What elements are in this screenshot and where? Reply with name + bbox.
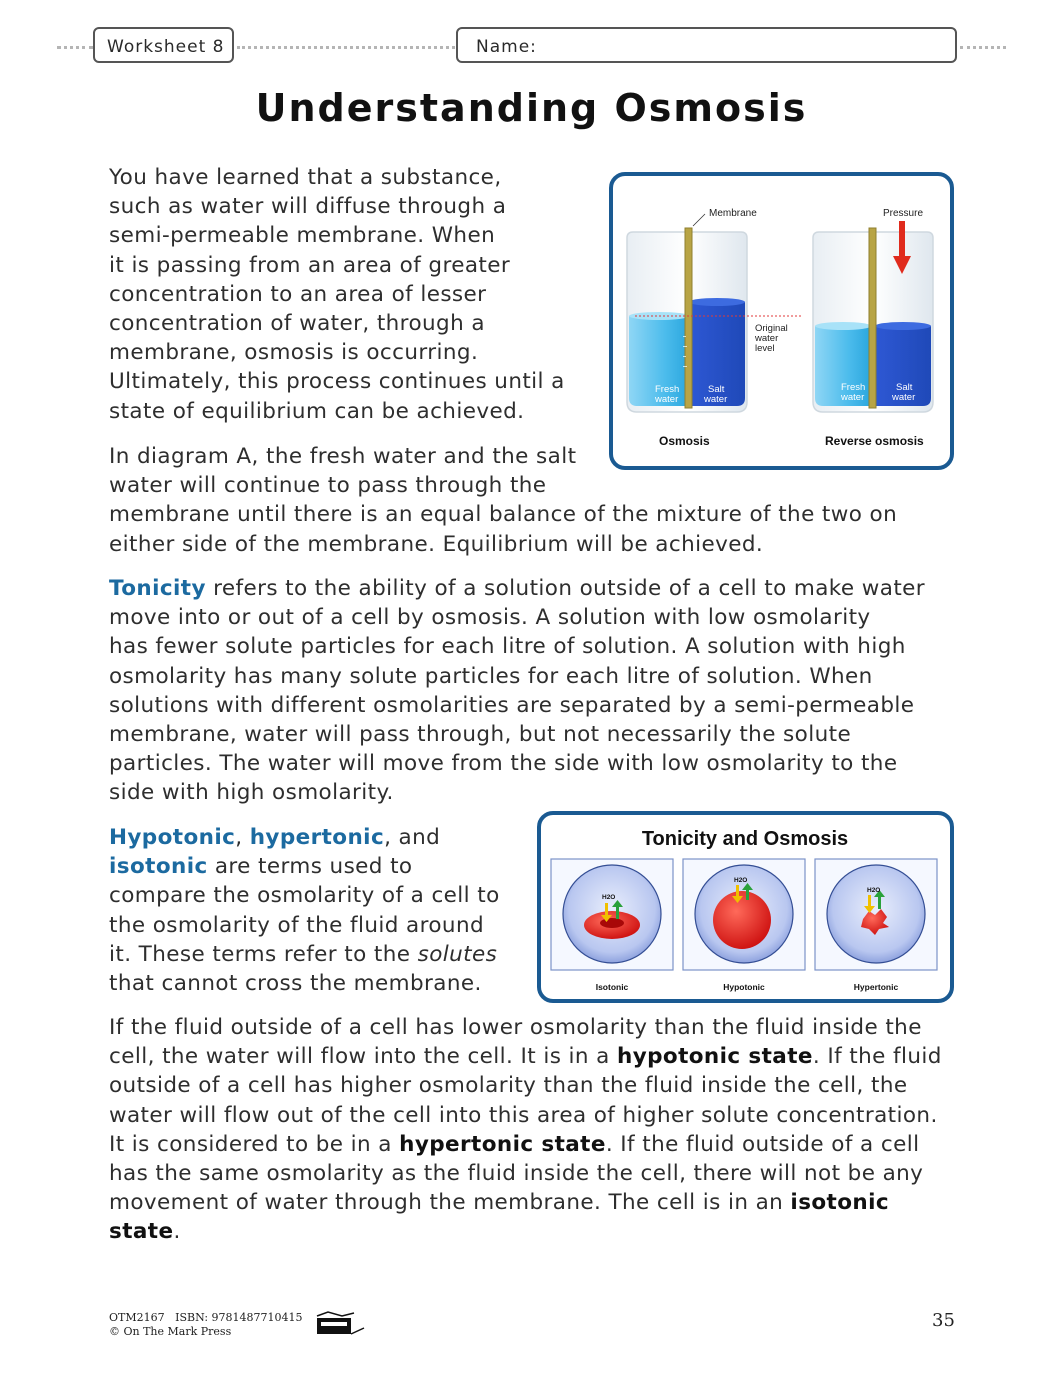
term-hypertonic: hypertonic bbox=[249, 825, 385, 850]
terms-paragraph bbox=[109, 823, 500, 998]
h2o-label: H2O bbox=[734, 877, 748, 884]
tonicity-paragraph bbox=[109, 574, 925, 808]
text-line: Ultimately, this process continues until a bbox=[109, 369, 565, 395]
text-fragment: it. These terms refer to the bbox=[109, 941, 418, 967]
fresh-water-label: Fresh bbox=[841, 382, 866, 393]
text-line: In diagram A, the fresh water and the salt bbox=[109, 444, 577, 469]
original-level-label: Original bbox=[755, 323, 788, 334]
text-line: If the fluid outside of a cell has lower osmolarity than the fluid inside the bbox=[109, 1015, 922, 1040]
fresh-water-label: water bbox=[655, 394, 679, 405]
hypertonic-panel bbox=[815, 859, 937, 970]
text-fragment: , and bbox=[384, 825, 441, 850]
text-line: has the same osmolarity as the fluid inside the cell, there will not be any bbox=[109, 1161, 924, 1187]
h2o-label: H2O bbox=[867, 887, 881, 894]
text-line: it is passing from an area of greater bbox=[109, 252, 511, 278]
text-line: concentration of water, through a bbox=[109, 311, 485, 337]
tonicity-figure-title: Tonicity and Osmosis bbox=[641, 828, 849, 850]
text-line: either side of the membrane. Equilibrium will be achieved. bbox=[109, 531, 764, 557]
term-hypotonic: Hypotonic bbox=[109, 825, 236, 850]
text-line: particles. The water will move from the side with low osmolarity to the bbox=[109, 751, 898, 777]
page-number: 35 bbox=[932, 1310, 955, 1331]
final-paragraph bbox=[109, 1013, 942, 1247]
bold-hypertonic-state: hypertonic state bbox=[399, 1131, 606, 1157]
copyright: © On The Mark Press bbox=[109, 1325, 232, 1338]
reverse-osmosis-caption: Reverse osmosis bbox=[825, 434, 924, 448]
text-line: the osmolarity of the fluid around bbox=[109, 912, 485, 938]
text-line: concentration to an area of lesser bbox=[109, 281, 487, 307]
text-line: outside of a cell has higher osmolarity than the fluid inside the cell, the bbox=[109, 1073, 908, 1099]
osmosis-caption: Osmosis bbox=[659, 434, 710, 448]
fresh-water-label: Fresh bbox=[655, 384, 680, 395]
text-line bbox=[109, 940, 500, 969]
isbn: ISBN: 9781487710415 bbox=[175, 1311, 303, 1324]
text-line bbox=[109, 574, 925, 603]
text-line bbox=[109, 1130, 942, 1159]
footer-line bbox=[109, 1311, 303, 1325]
emphasis-solutes: solutes bbox=[417, 941, 498, 967]
hypertonic-label: Hypertonic bbox=[853, 982, 899, 992]
text-line: water will continue to pass through the bbox=[109, 473, 547, 499]
text-line: membrane, water will pass through, but not necessarily the solute bbox=[109, 722, 852, 748]
intro-paragraph bbox=[109, 163, 565, 426]
text-line: You have learned that a substance, bbox=[109, 165, 502, 190]
publisher-logo-icon bbox=[314, 1310, 366, 1336]
header-dots-left bbox=[57, 46, 93, 49]
original-level-label: level bbox=[755, 343, 775, 354]
text-fragment: It is considered to be in a bbox=[109, 1131, 400, 1157]
text-line: that cannot cross the membrane. bbox=[109, 971, 482, 997]
text-line bbox=[109, 1188, 942, 1217]
product-code: OTM2167 bbox=[109, 1311, 165, 1324]
text-line: has fewer solute particles for each litre of solution. A solution with high bbox=[109, 634, 906, 660]
text-fragment: . If the fluid bbox=[812, 1044, 942, 1070]
term-isotonic: isotonic bbox=[109, 854, 208, 880]
worksheet-box bbox=[93, 27, 234, 63]
text-line bbox=[109, 1042, 942, 1071]
text-fragment: , bbox=[235, 825, 250, 850]
footer-info bbox=[109, 1311, 303, 1339]
text-fragment: are terms used to bbox=[207, 854, 413, 880]
text-fragment: movement of water through the membrane. The cell is in an bbox=[109, 1190, 791, 1216]
text-line: water will flow out of the cell into this area of higher solute concentration. bbox=[109, 1102, 938, 1128]
text-line: membrane, osmosis is occurring. bbox=[109, 340, 479, 366]
text-line: osmolarity has many solute particles for each litre of solution. When bbox=[109, 663, 873, 689]
osmosis-beaker bbox=[627, 214, 801, 412]
h2o-label: H2O bbox=[602, 894, 616, 901]
original-level-label: water bbox=[755, 333, 779, 344]
bold-state: state bbox=[109, 1219, 174, 1245]
text-line: compare the osmolarity of a cell to bbox=[109, 883, 500, 909]
name-box[interactable] bbox=[456, 27, 957, 63]
text-fragment: cell, the water will flow into the cell. It is in a bbox=[109, 1044, 617, 1070]
hypotonic-label: Hypotonic bbox=[723, 982, 765, 992]
fresh-water-label: water bbox=[841, 392, 865, 403]
text-fragment: . If the fluid outside of a cell bbox=[605, 1131, 920, 1157]
bold-hypotonic-state: hypotonic state bbox=[616, 1044, 813, 1070]
reverse-osmosis-beaker bbox=[813, 221, 933, 412]
header-dots-right bbox=[960, 46, 1006, 49]
tonicity-diagram bbox=[541, 815, 950, 999]
text-line: side with high osmolarity. bbox=[109, 780, 394, 806]
salt-water-label: Salt bbox=[896, 382, 913, 393]
pressure-label: Pressure bbox=[883, 208, 924, 219]
text-fragment: refers to the ability of a solution outside of a cell to make water bbox=[205, 576, 926, 601]
text-line bbox=[109, 1217, 942, 1246]
worksheet-label: Worksheet 8 bbox=[107, 37, 225, 57]
membrane-label: Membrane bbox=[709, 208, 757, 219]
isotonic-panel bbox=[551, 859, 673, 970]
osmosis-diagram bbox=[613, 176, 950, 466]
name-label: Name: bbox=[476, 37, 537, 57]
tonicity-figure bbox=[537, 811, 954, 1003]
text-line: such as water will diffuse through a bbox=[109, 194, 507, 220]
text-fragment: . bbox=[173, 1219, 181, 1245]
term-tonicity: Tonicity bbox=[109, 576, 206, 601]
header-dots-middle bbox=[237, 46, 455, 49]
hypotonic-panel bbox=[683, 859, 805, 970]
bold-isotonic: isotonic bbox=[790, 1190, 890, 1216]
text-line: solutions with different osmolarities are separated by a semi-permeable bbox=[109, 692, 915, 718]
text-line bbox=[109, 823, 500, 852]
isotonic-label: Isotonic bbox=[595, 982, 629, 992]
salt-water-label: Salt bbox=[708, 384, 725, 395]
salt-water-label: water bbox=[892, 392, 916, 403]
text-line: semi-permeable membrane. When bbox=[109, 223, 496, 249]
page-title: Understanding Osmosis bbox=[255, 86, 808, 130]
salt-water-label: water bbox=[704, 394, 728, 405]
text-line bbox=[109, 852, 500, 881]
text-line: move into or out of a cell by osmosis. A solution with low osmolarity bbox=[109, 605, 871, 631]
osmosis-figure bbox=[609, 172, 954, 470]
text-line: state of equilibrium can be achieved. bbox=[109, 398, 525, 424]
text-line: membrane until there is an equal balance of the mixture of the two on bbox=[109, 502, 898, 528]
